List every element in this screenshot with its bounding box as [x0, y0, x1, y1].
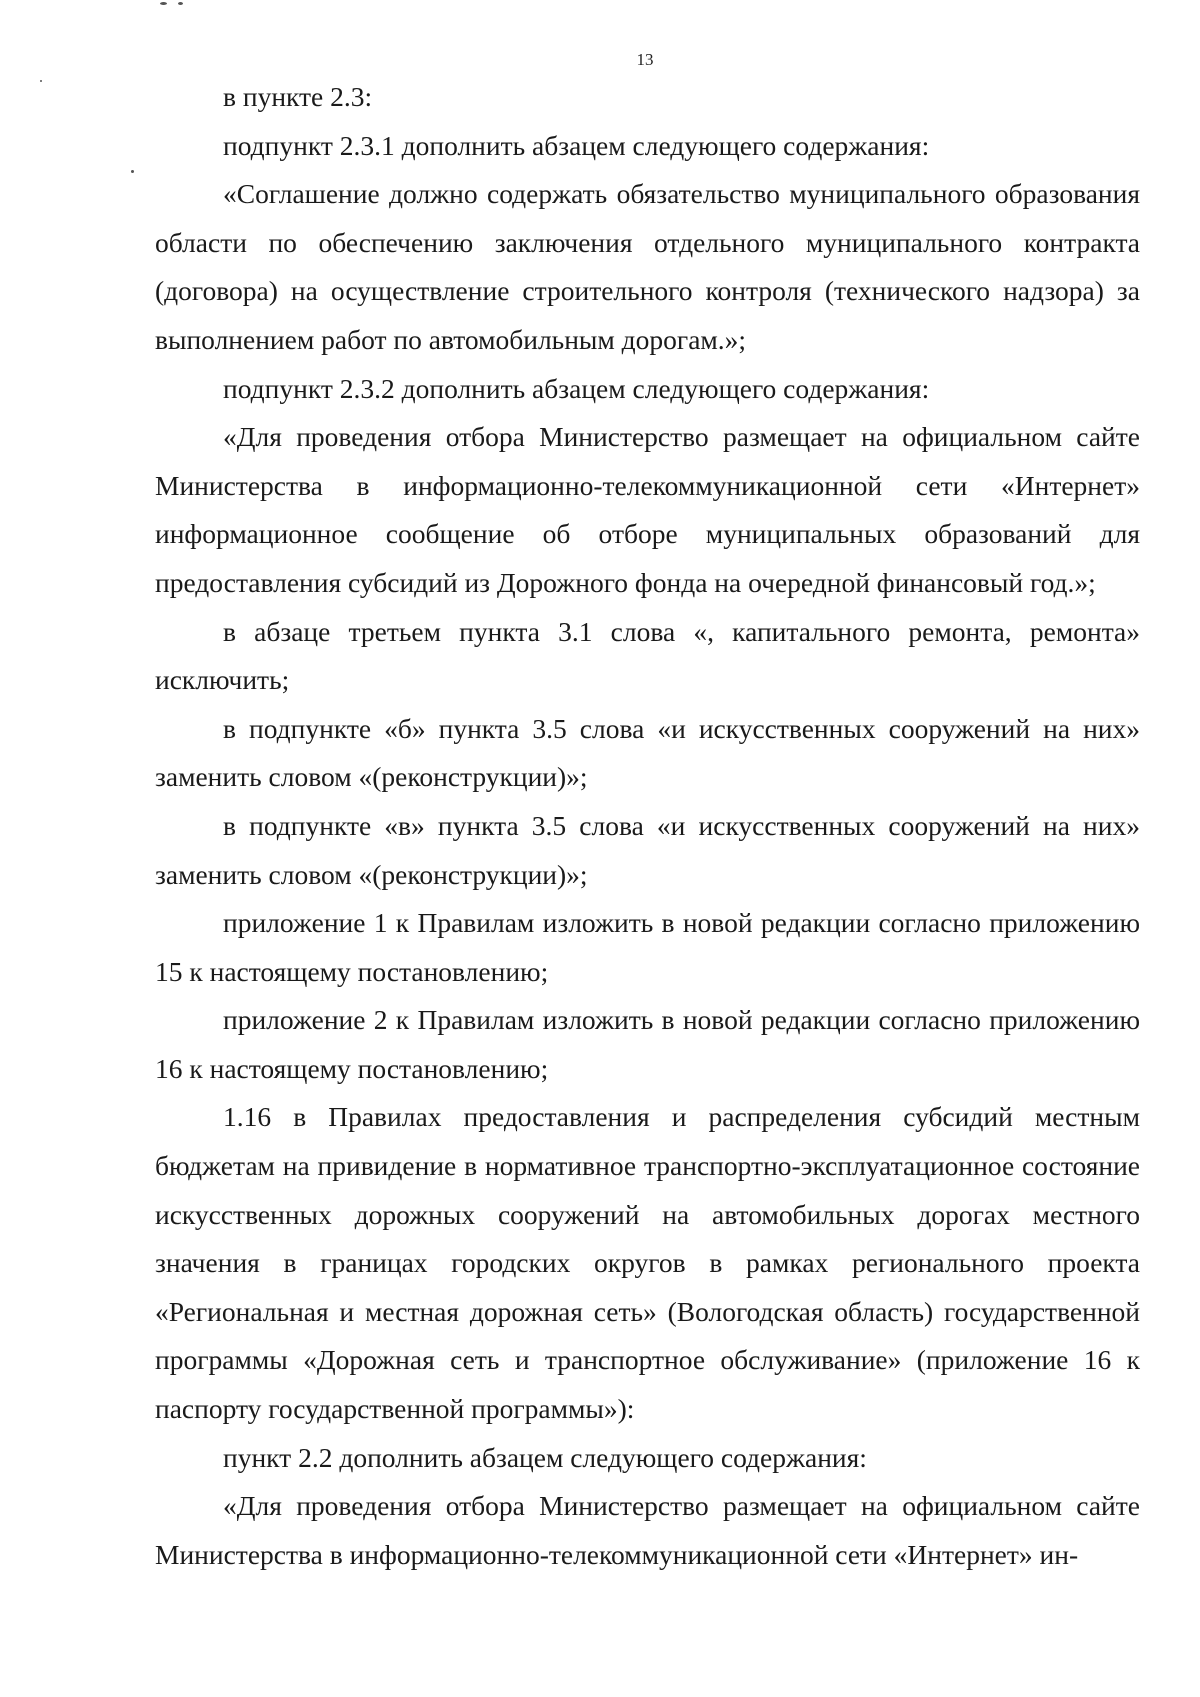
- page-number: 13: [636, 50, 654, 69]
- paragraph: в подпункте «б» пункта 3.5 слова «и искусственных сооружений на них» заменить словом «(реконструкции)»;: [155, 712, 1140, 793]
- paragraph: «Для проведения отбора Министерство размещает на официальном сайте Министерства в информационно-телекоммуникационной сети «Интернет» ин-: [155, 1490, 1140, 1570]
- paragraph: в пункте 2.3:: [223, 81, 373, 112]
- paragraph: пункт 2.2 дополнить абзацем следующего содержания:: [223, 1441, 867, 1473]
- paragraph: подпункт 2.3.2 дополнить абзацем следующего содержания:: [223, 372, 930, 404]
- paragraph: подпункт 2.3.1 дополнить абзацем следующего содержания:: [223, 129, 930, 161]
- paragraph: «Соглашение должно содержать обязательство муниципального образования области по обеспечению заключения отдельного муниципального контракта (договора) на осуществление строительного контроля (технического надзора) за выполнением работ по автомобильным дорогам.»;: [155, 178, 1140, 355]
- scan-mark: [131, 170, 134, 173]
- paragraph: в подпункте «в» пункта 3.5 слова «и искусственных сооружений на них» заменить словом «(реконструкции)»;: [155, 809, 1140, 890]
- scan-mark: [40, 80, 42, 82]
- paragraph: приложение 2 к Правилам изложить в новой редакции согласно приложению 16 к настоящему постановлению;: [155, 1004, 1140, 1084]
- paragraph: в абзаце третьем пункта 3.1 слова «, капитального ремонта, ремонта» исключить;: [155, 615, 1140, 696]
- paragraph: приложение 1 к Правилам изложить в новой редакции согласно приложению 15 к настоящему постановлению;: [155, 907, 1140, 987]
- scan-mark: [178, 2, 183, 5]
- paragraph: «Для проведения отбора Министерство размещает на официальном сайте Министерства в информационно-телекоммуникационной сети «Интернет» информационное сообщение об отборе муниципальных образований для предоставления субсидий из Дорожного фонда на очередной финансовый год.»;: [155, 421, 1140, 598]
- scan-mark: [160, 2, 167, 5]
- paragraph: 1.16 в Правилах предоставления и распределения субсидий местным бюджетам на привидение в нормативное транспортно-эксплуатационное состояние искусственных дорожных сооружений на автомобильных дорогах местного значения в границах городских округов в рамках регионального проекта «Региональная и местная дорожная сеть» (Вологодская область) государственной программы «Дорожная сеть и транспортное обслуживание» (приложение 16 к паспорту государственной программы»):: [155, 1101, 1140, 1425]
- document-body: [155, 73, 1140, 1579]
